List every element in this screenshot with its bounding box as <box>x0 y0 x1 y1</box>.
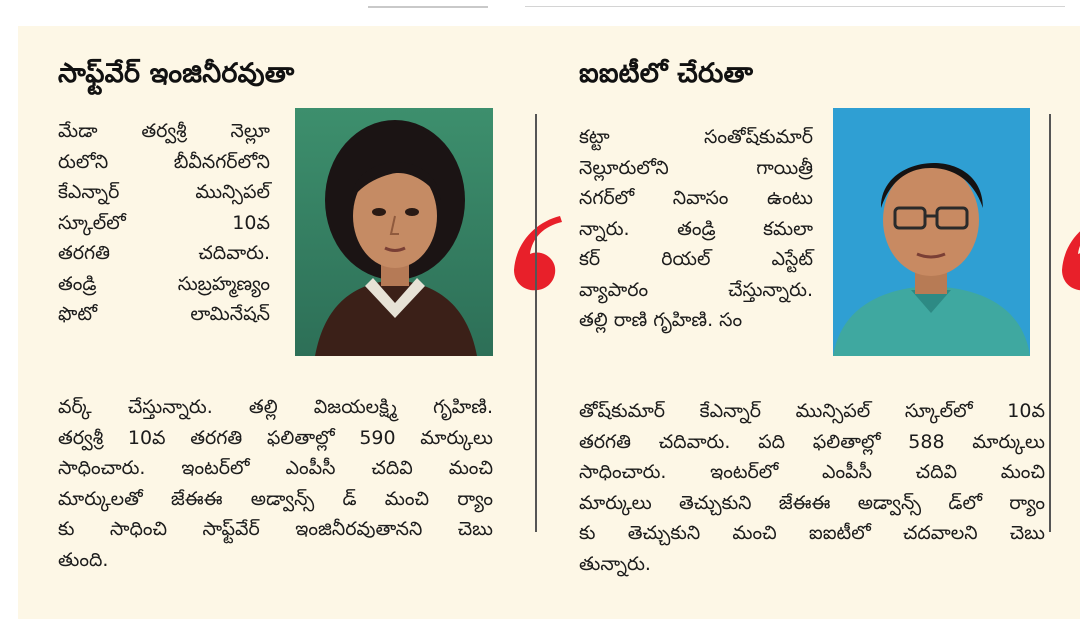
text-line: కు తెచ్చుకుని మంచి ఐఐటీలో చదవాలని చెబు <box>579 522 1045 544</box>
text-line: మేడా తర్వశ్రీ నెల్లూ <box>58 120 270 142</box>
text-line: తండ్రి సుబ్రహ్మణ్యం <box>58 272 270 295</box>
text-line: తర్వశ్రీ 10వ తరగతి ఫలితాల్లో 590 మార్కులు <box>58 426 493 449</box>
text-line: తుంది. <box>58 548 109 571</box>
column-rule-right <box>1049 114 1051 532</box>
top-strip <box>0 0 1080 22</box>
text-line: రులోని బీవీనగర్‌లోని <box>58 150 270 173</box>
newspaper-clipping <box>18 26 1080 619</box>
student-girl-photo <box>295 108 493 356</box>
right-article <box>536 26 1080 619</box>
text-line: స్కూల్‌లో 10వ <box>58 211 270 234</box>
text-line: నెల్లూరులోని గాయిత్రీ <box>579 156 813 179</box>
text-line: సాధించారు. ఇంటర్‌లో ఎంపీసీ చదివి మంచి <box>58 457 493 479</box>
left-article <box>18 26 518 619</box>
left-article-heading: సాఫ్ట్‌వేర్ ఇంజినీరవుతా <box>58 58 295 89</box>
text-line: తోష్‌కుమార్ కేఎన్నార్ మున్సిపల్ స్కూల్‌లో 10వ <box>579 400 1045 422</box>
text-line: మార్కులతో జేఈఈ అడ్వాన్స్ డ్ మంచి ర్యాం <box>58 487 493 510</box>
text-line: సాధించారు. ఇంటర్‌లో ఎంపీసీ చదివి మంచి <box>579 461 1045 483</box>
text-line: మార్కులు తెచ్చుకుని జేఈఈ అడ్వాన్స్ డ్‌లో ర్యాం <box>579 491 1045 514</box>
clipped-rule <box>525 0 1065 7</box>
left-article-text-full <box>58 392 493 575</box>
text-line: వ్యాపారం చేస్తున్నారు. <box>579 278 813 301</box>
clipped-text-fragment <box>368 0 488 8</box>
text-line: వర్క్ చేస్తున్నారు. తల్లి విజయలక్ష్మి గృహిణి. <box>58 396 493 418</box>
text-line: తల్లి రాణి గృహిణి. సం <box>579 309 743 331</box>
text-line: తున్నారు. <box>579 552 651 575</box>
student-boy-photo <box>833 108 1030 356</box>
text-line: తరగతి చదివారు. పది ఫలితాల్లో 588 మార్కులు <box>579 430 1045 453</box>
text-line: ఫొటో లామినేషన్ <box>58 303 270 325</box>
right-article-text-beside-photo <box>579 122 813 336</box>
quote-mark-icon <box>1056 212 1080 292</box>
text-line: న్నారు. తండ్రి కమలా <box>579 217 813 240</box>
right-article-heading: ఐఐటీలో చేరుతా <box>579 58 754 89</box>
text-line: కట్టా సంతోష్‌కుమార్ <box>579 126 813 148</box>
text-line: కు సాధించి సాఫ్ట్‌వేర్ ఇంజినీరవుతానని చెబు <box>58 518 493 540</box>
right-article-text-full <box>579 396 1045 579</box>
left-article-text-beside-photo <box>58 116 270 330</box>
text-line: తరగతి చదివారు. <box>58 242 270 264</box>
text-line: కేఎన్నార్ మున్సిపల్ <box>58 181 270 203</box>
text-line: కర్ రియల్ ఎస్టేట్ <box>579 248 813 270</box>
text-line: నగర్‌లో నివాసం ఉంటు <box>579 187 813 209</box>
